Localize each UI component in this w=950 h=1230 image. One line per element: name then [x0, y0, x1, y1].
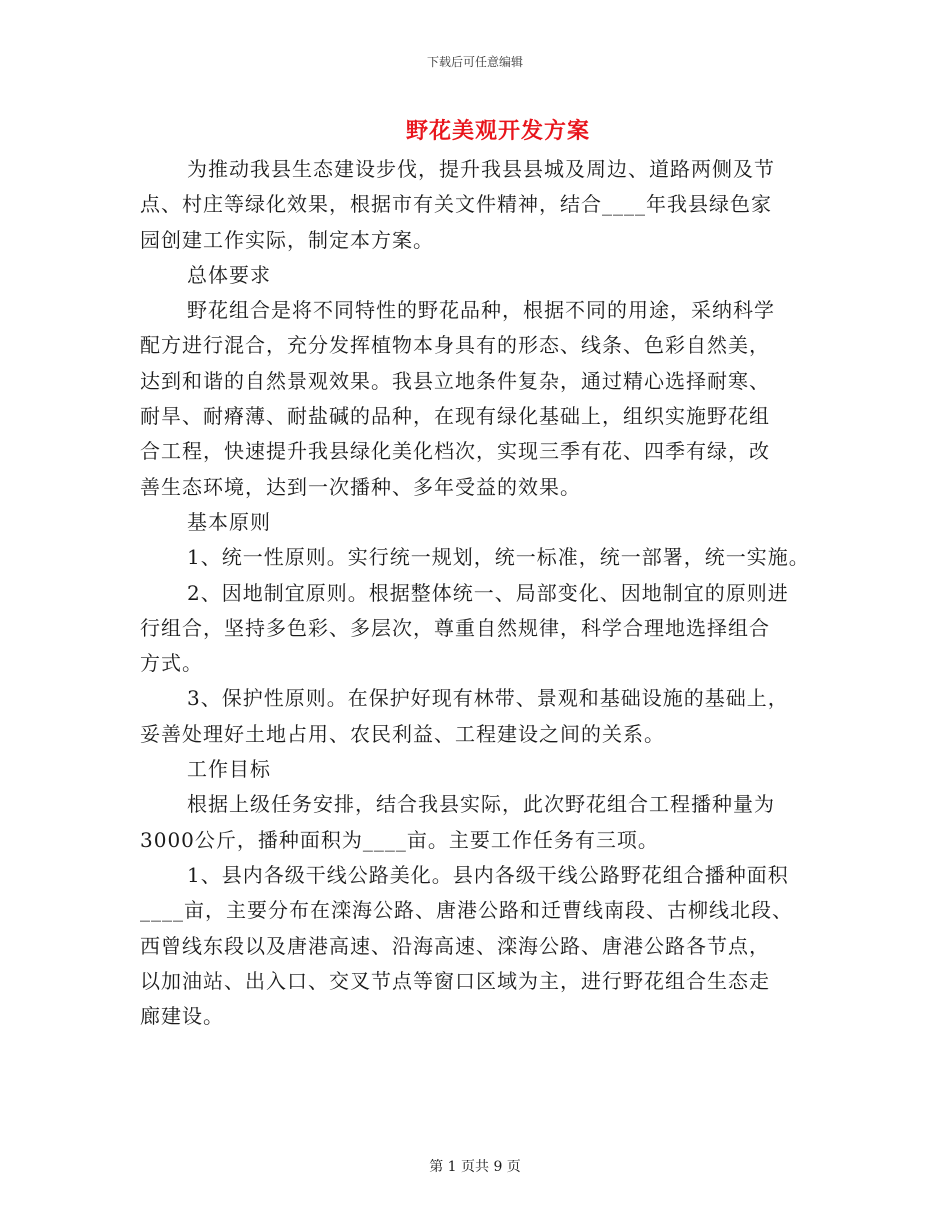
text-line: 合工程，快速提升我县绿化美化档次，实现三季有花、四季有绿，改: [140, 439, 770, 464]
page-number: 第 1 页共 9 页: [429, 1159, 521, 1175]
text-line: 西曾线东段以及唐港高速、沿海高速、滦海公路、唐港公路各节点，: [140, 933, 770, 958]
text-line: 耐旱、耐瘠薄、耐盐碱的品种，在现有绿化基础上，组织实施野花组: [140, 404, 770, 429]
text-line: 根据上级任务安排，结合我县实际，此次野花组合工程播种量为: [187, 792, 775, 817]
text-line: 3、保护性原则。在保护好现有林带、景观和基础设施的基础上，: [187, 686, 789, 711]
text-line: 善生态环境，达到一次播种、多年受益的效果。: [140, 474, 581, 499]
header-note: 下载后可任意编辑: [426, 55, 523, 69]
text-line: 1、统一性原则。实行统一规划，统一标准，统一部署，统一实施。: [187, 545, 810, 570]
text-line: 行组合，坚持多色彩、多层次，尊重自然规律，科学合理地选择组合: [140, 615, 770, 640]
text-line: 点、村庄等绿化效果，根据市有关文件精神，结合____年我县绿色家: [140, 192, 772, 217]
text-line: 总体要求: [187, 262, 271, 287]
text-line: 为推动我县生态建设步伐，提升我县县城及周边、道路两侧及节: [187, 157, 775, 181]
text-line: 2、因地制宜原则。根据整体统一、局部变化、因地制宜的原则进: [187, 580, 789, 605]
text-line: 野花组合是将不同特性的野花品种，根据不同的用途，采纳科学: [187, 298, 775, 323]
text-line: 基本原则: [187, 509, 271, 534]
text-line: 工作目标: [187, 757, 271, 782]
text-line: 妥善处理好土地占用、农民利益、工程建设之间的关系。: [140, 721, 665, 746]
document-title: 野花美观开发方案: [405, 118, 590, 144]
text-line: 配方进行混合，充分发挥植物本身具有的形态、线条、色彩自然美，: [140, 333, 770, 358]
text-line: 方式。: [140, 651, 203, 676]
text-line: 廊建设。: [140, 1004, 224, 1029]
document-body: [140, 152, 812, 1034]
text-line: ____亩，主要分布在滦海公路、唐港公路和迁曹线南段、古柳线北段、: [140, 898, 793, 923]
text-line: 以加油站、出入口、交叉节点等窗口区域为主，进行野花组合生态走: [140, 968, 770, 993]
text-line: 3000公斤，播种面积为____亩。主要工作任务有三项。: [140, 827, 659, 852]
text-line: 达到和谐的自然景观效果。我县立地条件复杂，通过精心选择耐寒、: [140, 368, 770, 393]
text-line: 园创建工作实际，制定本方案。: [140, 227, 434, 252]
text-line: 1、县内各级干线公路美化。县内各级干线公路野花组合播种面积: [187, 862, 789, 887]
